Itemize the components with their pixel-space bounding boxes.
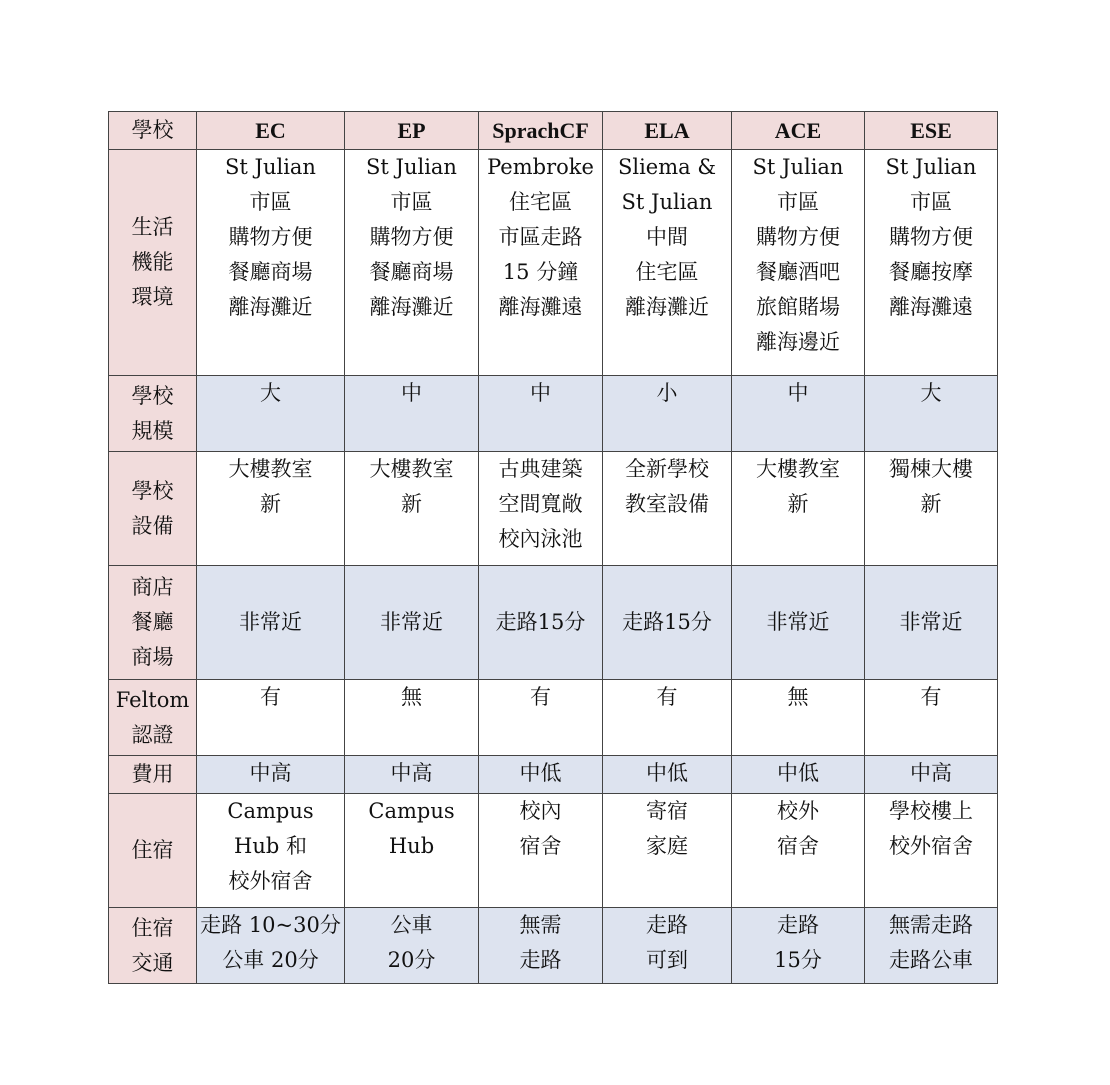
cell-text-line: 有 <box>920 685 942 709</box>
table-cell <box>603 566 732 680</box>
table-cell <box>479 566 603 680</box>
school-name: EP <box>397 118 426 143</box>
cell-text-line: 購物方便 <box>756 225 840 249</box>
cell-text-line: 校外宿舍 <box>228 869 313 893</box>
row-label-line: 商店 <box>131 575 174 599</box>
cell-text-line: St Julian <box>752 155 844 179</box>
school-header-4 <box>732 112 865 150</box>
table-cell <box>345 756 479 794</box>
table-cell <box>479 680 603 756</box>
table-cell <box>865 452 998 566</box>
table-cell <box>732 756 865 794</box>
table-cell <box>732 794 865 908</box>
cell-text-line: 離海灘近 <box>369 295 454 319</box>
cell-text-line: 離海灘遠 <box>889 295 973 319</box>
cell-text-line: 離海灘近 <box>625 295 709 319</box>
table-cell <box>732 566 865 680</box>
row-label-cell <box>109 376 197 452</box>
table-cell <box>345 908 479 984</box>
cell-text-line: 20分 <box>387 948 436 972</box>
cell-text-line: 住宅區 <box>509 190 572 214</box>
cell-text-line: 小 <box>656 381 678 405</box>
table-cell <box>479 150 603 376</box>
cell-text-line: 中 <box>401 381 422 405</box>
table-cell <box>479 794 603 908</box>
row-label-line: 設備 <box>131 513 174 538</box>
table-cell <box>197 908 345 984</box>
cell-text-line: 非常近 <box>766 610 830 634</box>
row-label-cell <box>109 794 197 908</box>
table-cell <box>197 794 345 908</box>
school-header-2 <box>479 112 603 150</box>
cell-text-line: 教室設備 <box>625 492 709 516</box>
corner-label-cell <box>109 112 197 150</box>
school-comparison-table <box>108 111 998 984</box>
cell-text-line: 無 <box>401 685 422 709</box>
cell-text-line: 校內泳池 <box>498 527 583 551</box>
table-cell <box>197 566 345 680</box>
cell-text-line: 學校樓上 <box>889 799 973 823</box>
cell-text-line: Hub 和 <box>234 834 307 858</box>
table-cell <box>603 150 732 376</box>
cell-text-line: 有 <box>530 685 551 709</box>
table-cell <box>479 756 603 794</box>
cell-text-line: 公車 20分 <box>222 948 319 972</box>
row-label-line: 住宿 <box>131 915 174 940</box>
cell-text-line: 獨棟大樓 <box>889 457 973 481</box>
school-name: SprachCF <box>492 118 589 143</box>
cell-text-line: Campus <box>227 799 314 823</box>
school-name: ACE <box>774 118 822 143</box>
cell-text-line: 有 <box>656 685 678 709</box>
corner-label: 學校 <box>131 118 174 142</box>
table-row <box>109 680 998 756</box>
cell-text-line: 家庭 <box>646 834 688 858</box>
table-cell <box>865 150 998 376</box>
table-cell <box>197 376 345 452</box>
cell-text-line: 市區 <box>390 190 433 214</box>
table-cell <box>865 680 998 756</box>
cell-text-line: 走路 <box>646 913 688 937</box>
cell-text-line: 空間寬敞 <box>498 492 583 516</box>
cell-text-line: St Julian <box>885 155 977 179</box>
cell-text-line: St Julian <box>366 155 457 179</box>
table-cell <box>479 908 603 984</box>
cell-text-line: 15分 <box>774 948 822 972</box>
cell-text-line: 中高 <box>249 761 292 785</box>
school-header-5 <box>865 112 998 150</box>
cell-text-line: 餐廳商場 <box>228 260 313 284</box>
row-label-line: 交通 <box>131 950 174 975</box>
cell-text-line: Sliema & <box>617 155 717 179</box>
cell-text-line: 旅館賭場 <box>756 295 840 319</box>
row-label-cell <box>109 566 197 680</box>
cell-text-line: 餐廳商場 <box>369 260 454 284</box>
table-row <box>109 150 998 376</box>
cell-text-line: 15 分鐘 <box>502 260 579 284</box>
table-cell <box>479 376 603 452</box>
cell-text-line: 古典建築 <box>498 457 583 481</box>
school-name: ELA <box>644 118 690 143</box>
table-cell <box>603 452 732 566</box>
table-cell <box>603 794 732 908</box>
table-cell <box>865 794 998 908</box>
row-label-line: 環境 <box>131 285 174 309</box>
cell-text-line: 新 <box>787 492 809 516</box>
cell-text-line: 無 <box>787 685 809 709</box>
cell-text-line: 新 <box>401 492 422 516</box>
row-label-cell <box>109 908 197 984</box>
cell-text-line: 離海灘遠 <box>498 295 583 319</box>
cell-text-line: Campus <box>368 799 455 823</box>
table-cell <box>345 452 479 566</box>
row-label-line: 規模 <box>131 418 174 443</box>
table-cell <box>732 680 865 756</box>
table-cell <box>603 376 732 452</box>
row-label-line: Feltom <box>115 687 190 712</box>
cell-text-line: Hub <box>388 834 435 858</box>
cell-text-line: 非常近 <box>239 610 302 634</box>
cell-text-line: 宿舍 <box>777 834 819 858</box>
cell-text-line: 全新學校 <box>625 457 709 481</box>
cell-text-line: 新 <box>260 492 281 516</box>
cell-text-line: 大樓教室 <box>369 457 454 481</box>
cell-text-line: 大 <box>260 381 281 405</box>
table-row <box>109 376 998 452</box>
row-label-cell <box>109 452 197 566</box>
row-label-line: 生活 <box>131 215 174 239</box>
cell-text-line: 非常近 <box>380 610 443 634</box>
cell-text-line: 大樓教室 <box>228 457 313 481</box>
table-row <box>109 908 998 984</box>
school-header-3 <box>603 112 732 150</box>
row-label-line: 機能 <box>131 250 174 274</box>
table-cell <box>865 376 998 452</box>
cell-text-line: 大樓教室 <box>756 457 840 481</box>
table-cell <box>732 376 865 452</box>
cell-text-line: 無需走路 <box>889 913 973 937</box>
table-cell <box>603 680 732 756</box>
cell-text-line: 購物方便 <box>228 225 313 249</box>
cell-text-line: 購物方便 <box>889 225 973 249</box>
table-cell <box>732 150 865 376</box>
table-cell <box>732 908 865 984</box>
cell-text-line: 市區 <box>777 190 819 214</box>
cell-text-line: 校外宿舍 <box>889 834 973 858</box>
school-name: EC <box>255 118 286 143</box>
row-label-line: 住宿 <box>131 838 174 862</box>
table-cell <box>345 150 479 376</box>
cell-text-line: 走路15分 <box>495 610 586 634</box>
cell-text-line: 大 <box>920 381 942 405</box>
cell-text-line: St Julian <box>621 190 713 214</box>
cell-text-line: 市區 <box>910 190 952 214</box>
table-cell <box>732 452 865 566</box>
table-cell <box>479 452 603 566</box>
table-cell <box>603 756 732 794</box>
cell-text-line: 有 <box>260 685 281 709</box>
row-label-line: 商場 <box>131 645 174 669</box>
cell-text-line: 走路 10~30分 <box>200 913 341 937</box>
cell-text-line: 中 <box>787 381 809 405</box>
cell-text-line: 中高 <box>390 761 433 785</box>
cell-text-line: 宿舍 <box>519 834 562 858</box>
table-cell <box>197 680 345 756</box>
cell-text-line: 走路公車 <box>889 948 973 972</box>
cell-text-line: 校內 <box>519 799 562 823</box>
cell-text-line: 走路 <box>519 948 562 972</box>
table-cell <box>345 794 479 908</box>
cell-text-line: 走路15分 <box>622 610 712 634</box>
table-cell <box>345 566 479 680</box>
cell-text-line: 中高 <box>910 761 952 785</box>
table-cell <box>865 756 998 794</box>
cell-text-line: 餐廳酒吧 <box>756 260 840 284</box>
cell-text-line: 寄宿 <box>646 799 688 823</box>
cell-text-line: 餐廳按摩 <box>889 260 973 284</box>
cell-text-line: 可到 <box>646 948 688 972</box>
table-row <box>109 566 998 680</box>
row-label-line: 學校 <box>131 383 174 408</box>
cell-text-line: Pembroke <box>487 155 594 179</box>
cell-text-line: 非常近 <box>899 610 963 634</box>
cell-text-line: 中低 <box>777 761 819 785</box>
header-row <box>109 112 998 150</box>
cell-text-line: 新 <box>920 492 942 516</box>
row-label-line: 學校 <box>131 478 174 503</box>
row-label-cell <box>109 150 197 376</box>
table-cell <box>345 376 479 452</box>
table-cell <box>865 566 998 680</box>
cell-text-line: 離海灘近 <box>228 295 313 319</box>
cell-text-line: 離海邊近 <box>756 330 840 354</box>
cell-text-line: 市區 <box>249 190 292 214</box>
cell-text-line: 市區走路 <box>498 225 583 249</box>
table-cell <box>865 908 998 984</box>
cell-text-line: 中低 <box>519 761 562 785</box>
cell-text-line: 購物方便 <box>369 225 454 249</box>
cell-text-line: 中低 <box>646 761 688 785</box>
cell-text-line: 中間 <box>646 225 688 249</box>
cell-text-line: 住宅區 <box>635 260 699 284</box>
cell-text-line: 走路 <box>777 913 819 937</box>
row-label-line: 餐廳 <box>131 610 174 634</box>
table-cell <box>197 452 345 566</box>
cell-text-line: 校外 <box>777 799 819 823</box>
table-cell <box>345 680 479 756</box>
row-label-line: 認證 <box>131 722 174 747</box>
cell-text-line: St Julian <box>225 155 316 179</box>
table-row <box>109 756 998 794</box>
row-label-cell <box>109 680 197 756</box>
table-cell <box>603 908 732 984</box>
table-cell <box>197 150 345 376</box>
table-row <box>109 794 998 908</box>
table-cell <box>197 756 345 794</box>
school-name: ESE <box>910 118 952 143</box>
table-row <box>109 452 998 566</box>
cell-text-line: 中 <box>530 381 551 405</box>
cell-text-line: 公車 <box>390 913 433 937</box>
school-header-1 <box>345 112 479 150</box>
row-label-cell <box>109 756 197 794</box>
school-header-0 <box>197 112 345 150</box>
row-label-line: 費用 <box>131 762 174 786</box>
cell-text-line: 無需 <box>519 913 562 937</box>
